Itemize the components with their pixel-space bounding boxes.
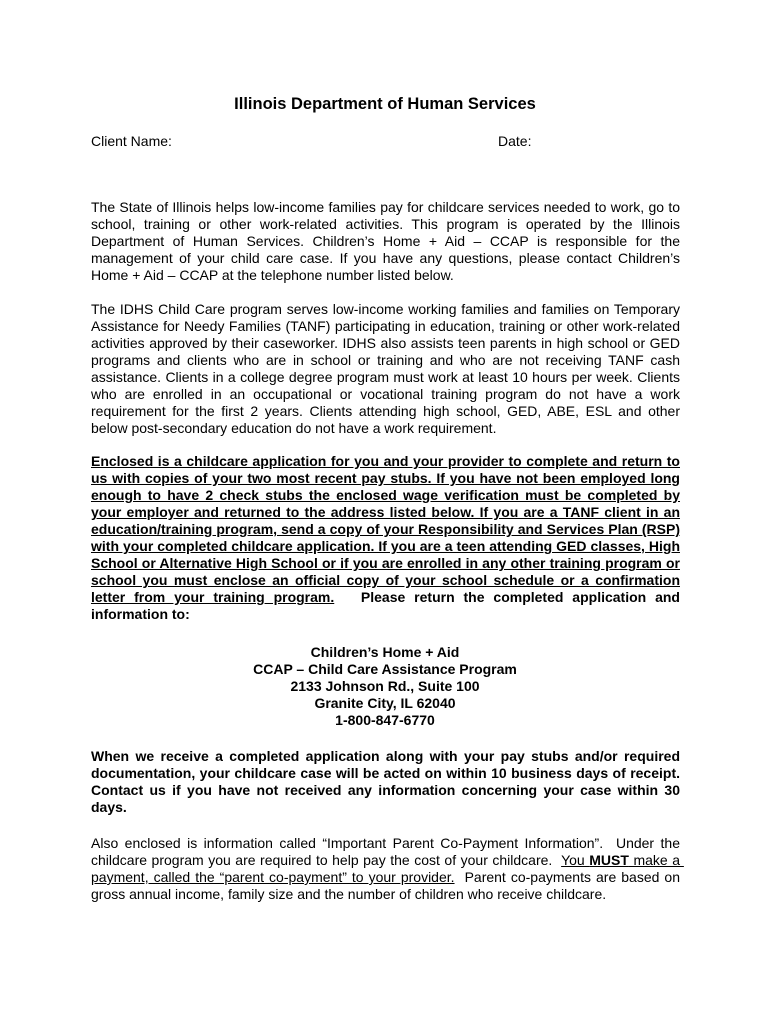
address-org-name: Children’s Home + Aid	[310, 644, 460, 660]
address-city-state-zip: Granite City, IL 62040	[314, 695, 456, 711]
return-instructions: Please return the completed application and information to:	[91, 589, 684, 622]
copayment-intro: Also enclosed is information called “Important Parent Co-Payment Information”. Under the childcare program you are required to help pay the cost of your childcare.	[91, 835, 684, 868]
copayment-requirement-start: You	[561, 852, 590, 868]
must-emphasis: MUST	[589, 852, 629, 868]
address-street: 2133 Johnson Rd., Suite 100	[290, 678, 480, 694]
address-program-name: CCAP – Child Care Assistance Program	[253, 661, 517, 677]
intro-paragraph: The State of Illinois helps low-income families pay for childcare services needed to work, go to school, training or other work-related activities. This program is operated by the Illinois Department of Human Services. Children’s Home + Aid – CCAP is responsible for the management of your child care case. If you have any questions, please contact Children’s Home + Aid – CCAP at the telephone number listed below.	[91, 199, 680, 283]
copayment-paragraph	[91, 835, 684, 903]
processing-time-paragraph: When we receive a completed application along with your pay stubs and/or required documentation, your childcare case will be acted on within 10 business days of receipt. Contact us if you have not received any information concerning your case within 30 days.	[91, 748, 680, 815]
address-phone: 1-800-847-6770	[335, 712, 435, 728]
copayment-basis: Parent co-payments are based on gross annual income, family size and the number of children who receive childcare.	[91, 869, 684, 902]
copayment-requirement-end: make a payment, called the “parent co-payment” to your provider.	[91, 852, 684, 885]
mailing-address-block	[0, 644, 770, 729]
program-description-paragraph: The IDHS Child Care program serves low-income working families and families on Temporary Assistance for Needy Families (TANF) participating in education, training or other work-related activities approved by their caseworker. IDHS also assists teen parents in high school or GED programs and clients who are in school or training and who are not receiving TANF cash assistance. Clients in a college degree program must work at least 10 hours per week. Clients who are enrolled in an occupational or vocational training program do not have a work requirement for the first 2 years. Clients attending high school, GED, ABE, ESL and other below post-secondary education do not have a work requirement.	[91, 301, 680, 436]
date-label: Date:	[498, 133, 532, 149]
client-name-label: Client Name:	[91, 133, 172, 149]
enclosed-instructions-underlined: Enclosed is a childcare application for you and your provider to complete and return to us with copies of your two most recent pay stubs. If you have not been employed long enough to have 2 check stubs the enclosed wage verification must be completed by your employer and returned to the address listed below. If you are a TANF client in an education/training program, send a copy of your Responsibility and Services Plan (RSP) with your completed childcare application. If you are a teen attending GED classes, High School or Alternative High School or if you are enrolled in any other training program or school you must enclose an official copy of your school schedule or a confirmation letter from your training program.	[91, 453, 680, 605]
page-title: Illinois Department of Human Services	[234, 95, 536, 113]
enclosed-instructions-paragraph	[91, 453, 684, 623]
